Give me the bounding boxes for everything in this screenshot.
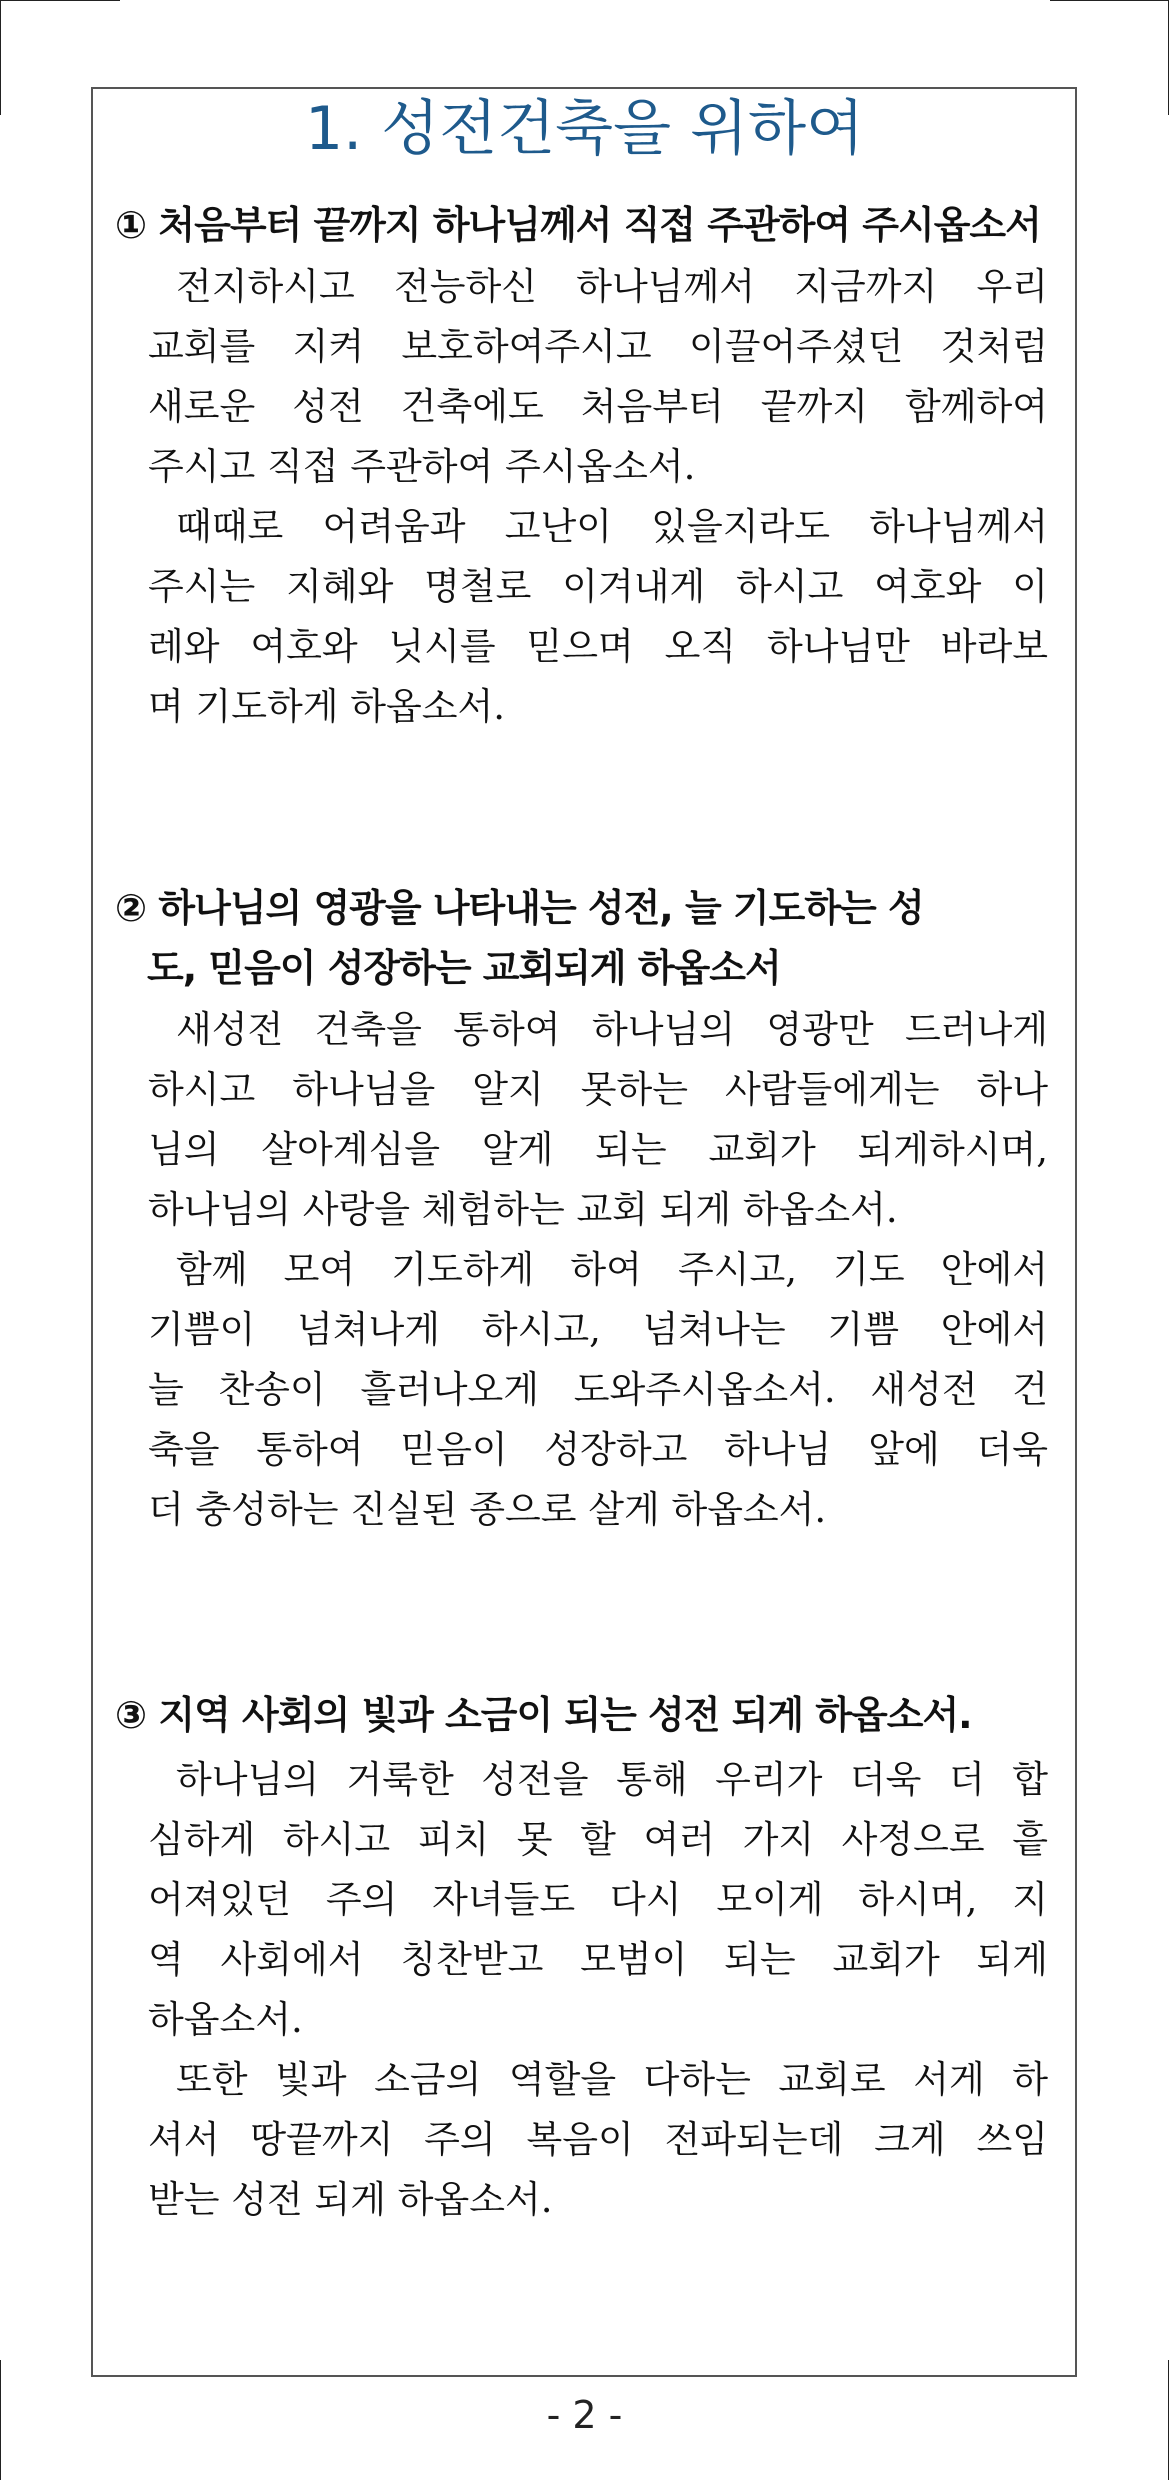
page-number: - 2 - [546, 2393, 623, 2437]
text-line: 축을 통하여 믿음이 성장하고 하나님 앞에 더욱 [148, 1428, 1048, 1471]
section-1-heading-line: ① 처음부터 끝까지 하나님께서 직접 주관하여 주시옵소서 [115, 203, 1041, 247]
section-1-paragraph-1 [148, 257, 1048, 497]
text-line: 하시고 하나님을 알지 못하는 사람들에게는 하나 [148, 1068, 1048, 1111]
section-2-heading-line-1: ② 하나님의 영광을 나타내는 성전, 늘 기도하는 성 [115, 886, 924, 930]
text-line: 받는 성전 되게 하옵소서. [148, 2178, 553, 2221]
section-3-paragraph-2 [148, 2050, 1048, 2230]
text-line: 하나님의 거룩한 성전을 통해 우리가 더욱 더 합 [176, 1758, 1048, 1801]
section-1-body [148, 257, 1048, 737]
text-line: 셔서 땅끝까지 주의 복음이 전파되는데 크게 쓰임 [148, 2118, 1048, 2161]
text-line: 새성전 건축을 통하여 하나님의 영광만 드러나게 [176, 1008, 1048, 1051]
section-1-heading [115, 195, 1045, 255]
text-line: 때때로 어려움과 고난이 있을지라도 하나님께서 [176, 505, 1048, 548]
text-line: 역 사회에서 칭찬받고 모범이 되는 교회가 되게 [148, 1938, 1048, 1981]
section-2-paragraph-2 [148, 1240, 1048, 1540]
section-3-heading [115, 1685, 1045, 1745]
section-1-paragraph-2 [148, 497, 1048, 737]
section-3-body [148, 1750, 1048, 2230]
text-line: 교회를 지켜 보호하여주시고 이끌어주셨던 것처럼 [148, 325, 1048, 368]
text-line: 어져있던 주의 자녀들도 다시 모이게 하시며, 지 [148, 1878, 1048, 1921]
text-line: 기쁨이 넘쳐나게 하시고, 넘쳐나는 기쁨 안에서 [148, 1308, 1048, 1351]
text-line: 며 기도하게 하옵소서. [148, 685, 505, 728]
text-line: 주시는 지혜와 명철로 이겨내게 하시고 여호와 이 [148, 565, 1048, 608]
section-2-heading-line-2: 도, 믿음이 성장하는 교회되게 하옵소서 [147, 946, 781, 990]
text-line: 심하게 하시고 피치 못 할 여러 가지 사정으로 흩 [148, 1818, 1048, 1861]
text-line: 늘 찬송이 흘러나오게 도와주시옵소서. 새성전 건 [148, 1368, 1048, 1411]
text-line: 전지하시고 전능하신 하나님께서 지금까지 우리 [176, 265, 1048, 308]
text-line: 하옵소서. [148, 1998, 303, 2041]
text-line: 하나님의 사랑을 체험하는 교회 되게 하옵소서. [148, 1188, 898, 1231]
text-line: 님의 살아계심을 알게 되는 교회가 되게하시며, [148, 1128, 1048, 1171]
section-3-heading-line: ③ 지역 사회의 빛과 소금이 되는 성전 되게 하옵소서. [115, 1693, 972, 1737]
crop-mark-top-right-h [1050, 0, 1169, 1]
text-line: 더 충성하는 진실된 종으로 살게 하옵소서. [148, 1488, 827, 1531]
section-2-heading [115, 878, 1045, 998]
text-line: 주시고 직접 주관하여 주시옵소서. [148, 445, 696, 488]
text-line: 또한 빛과 소금의 역할을 다하는 교회로 서게 하 [176, 2058, 1048, 2101]
section-3-paragraph-1 [148, 1750, 1048, 2050]
text-line: 레와 여호와 닛시를 믿으며 오직 하나님만 바라보 [148, 625, 1048, 668]
text-line: 새로운 성전 건축에도 처음부터 끝까지 함께하여 [148, 385, 1048, 428]
text-line: 함께 모여 기도하게 하여 주시고, 기도 안에서 [176, 1248, 1048, 1291]
section-2-body [148, 1000, 1048, 1540]
crop-mark-top-left-h [0, 0, 120, 1]
section-2-paragraph-1 [148, 1000, 1048, 1240]
page-title: 1. 성전건축을 위하여 [304, 94, 865, 164]
